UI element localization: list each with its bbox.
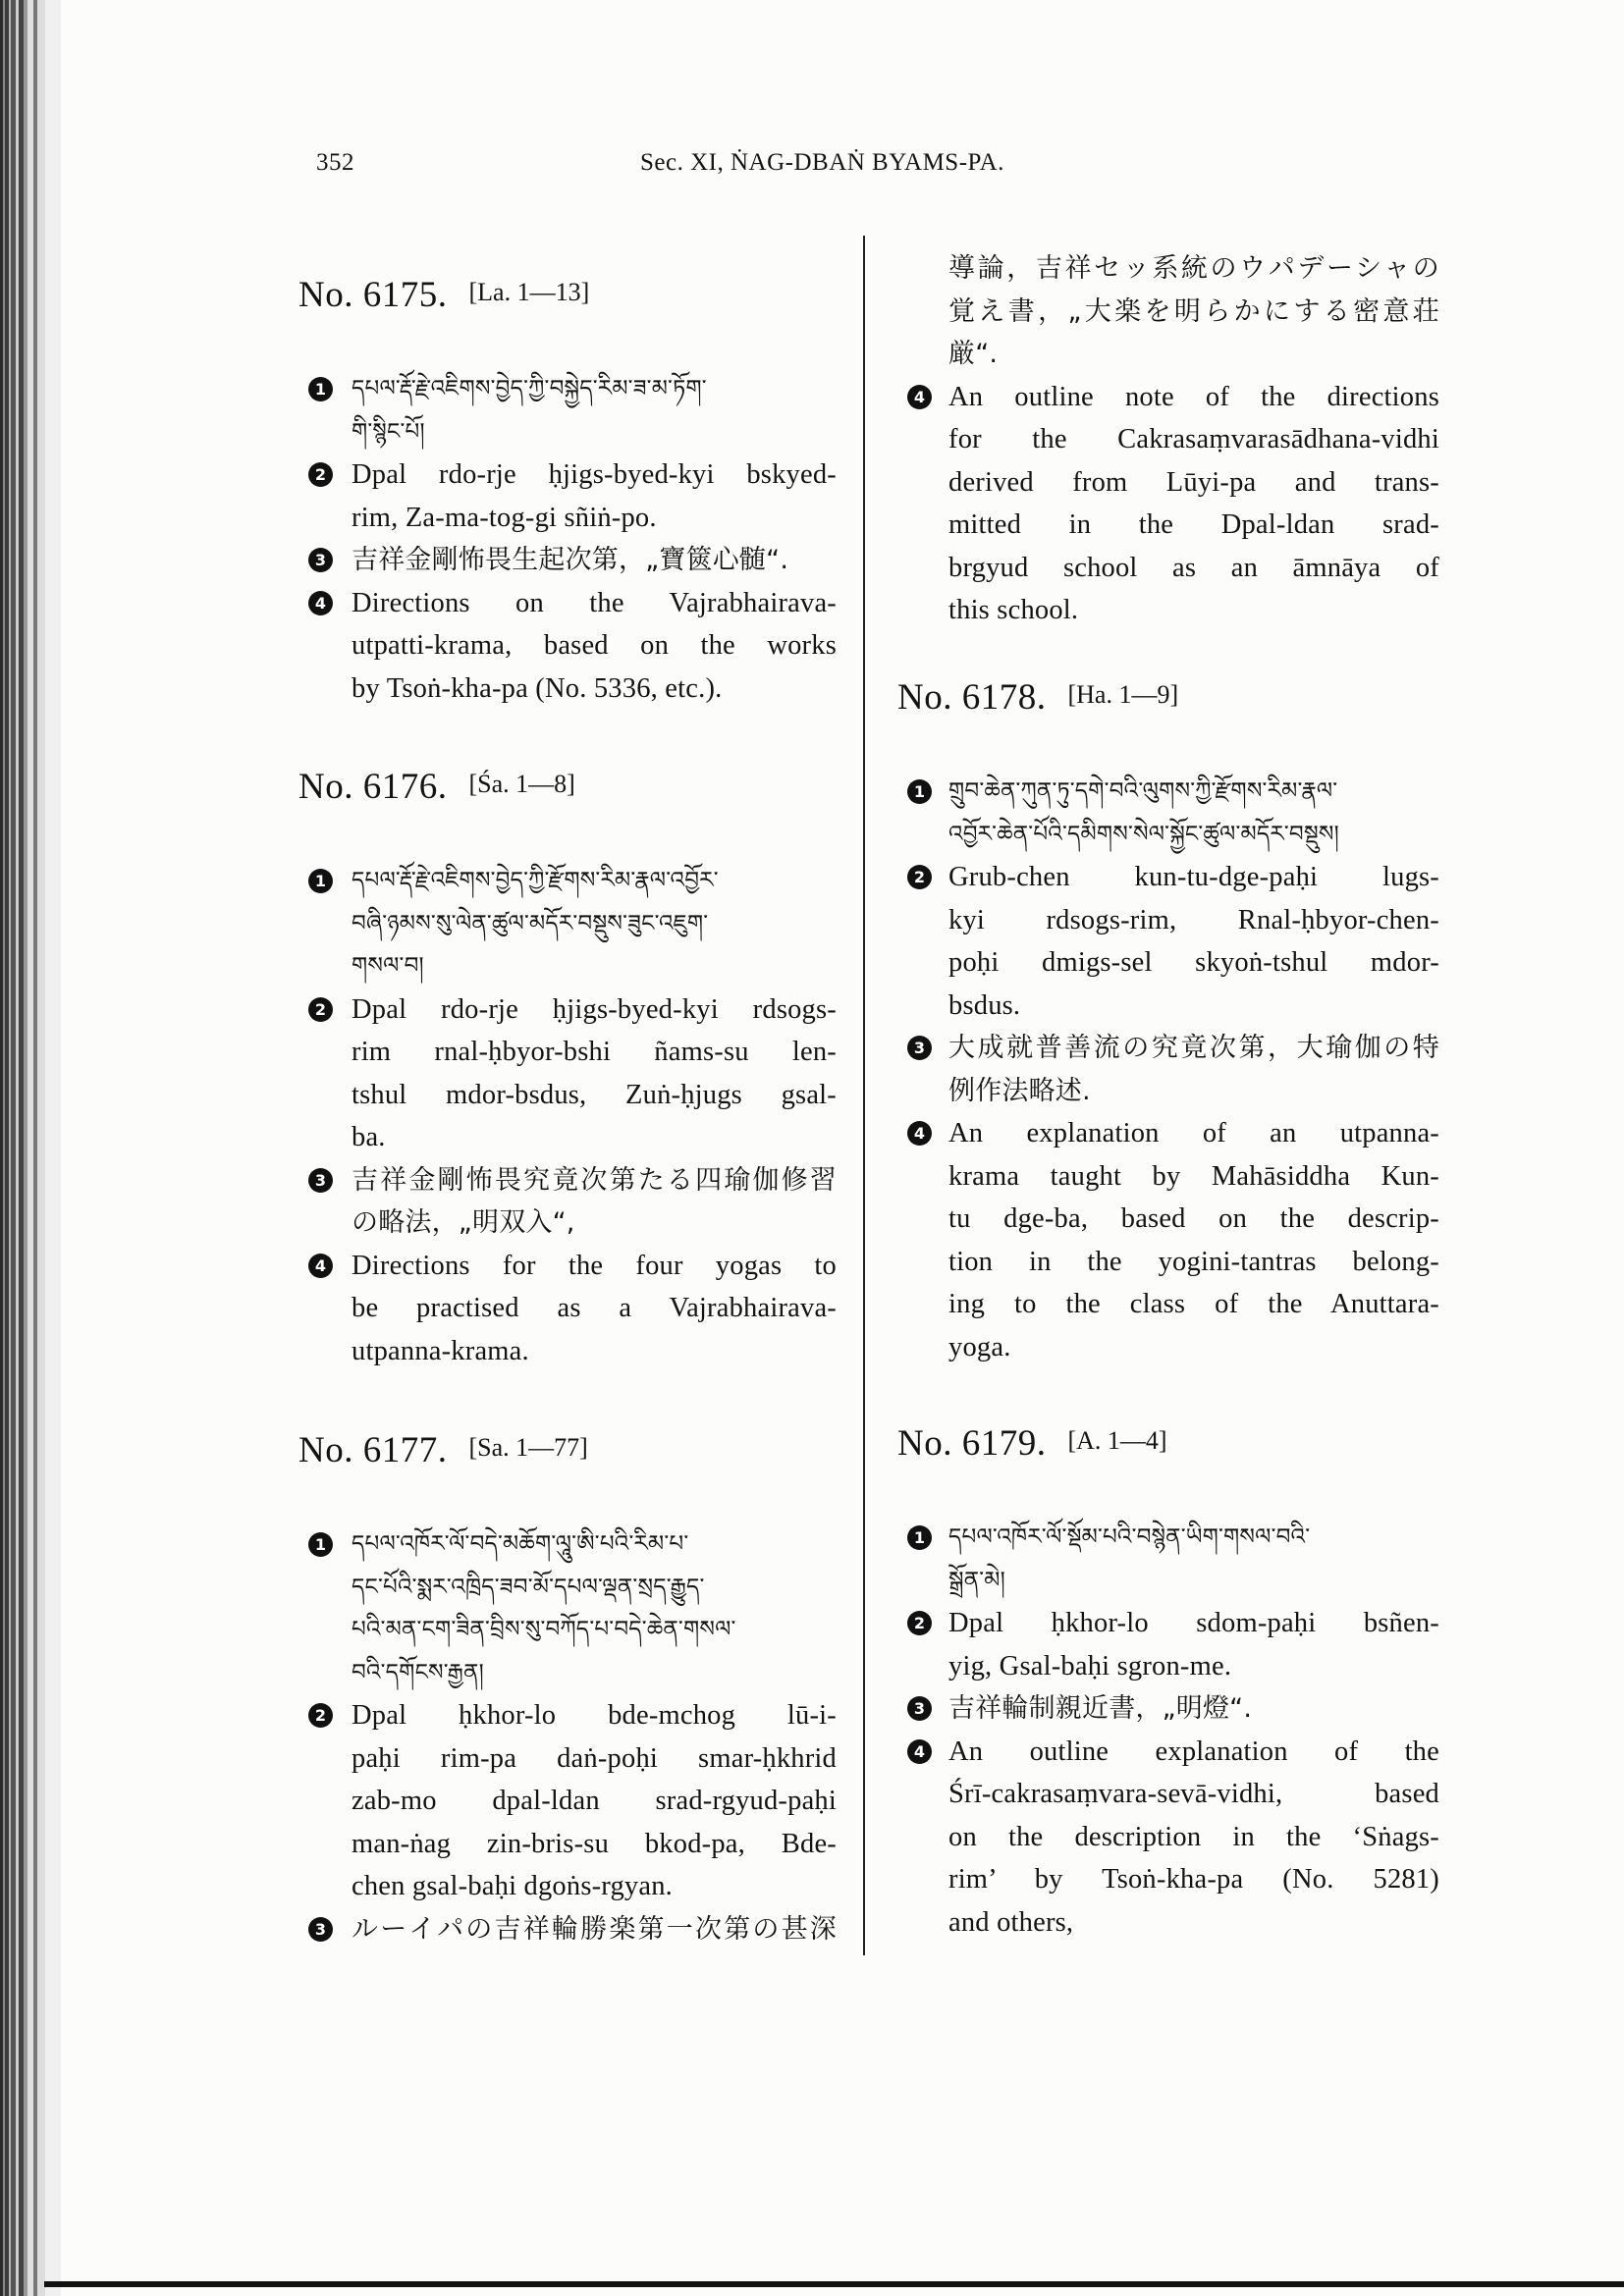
- text-line: An outline note of the directions: [948, 381, 1439, 412]
- japanese-title-line: の略法，„明双入“,: [352, 1207, 575, 1238]
- entry-item: [298, 1908, 837, 1951]
- japanese-title-line: 覚え書，„大楽を明らかにする密意荘: [948, 295, 1439, 327]
- entry-item: [897, 1602, 1439, 1687]
- text-line: rim, Za-ma-tog-gi sñiṅ-po.: [352, 502, 657, 533]
- entry-reference: [Sa. 1—77]: [468, 1433, 588, 1462]
- catalogue-entry: [897, 1422, 1439, 1944]
- text-line: rim’ by Tsoṅ-kha-pa (No. 5281): [948, 1864, 1439, 1895]
- entry-number: No. 6179.: [897, 1423, 1047, 1464]
- text-line: kyi rdsogs-rim, Rnal-ḥbyor-chen-: [948, 904, 1439, 935]
- japanese-title-line: 厳“.: [948, 339, 999, 369]
- entry-item: [897, 247, 1439, 376]
- entry-item: [897, 1027, 1439, 1112]
- entry-continuation: [897, 247, 1439, 632]
- tibetan-title-line: གྲུབ་ཆེན་ཀུན་ཏུ་དགེ་བའི་ལུགས་ཀྱི་རྫོགས་རིམ་རྣལ་: [948, 778, 1338, 804]
- text-line: be practised as a Vajrabhairava-: [352, 1293, 837, 1323]
- catalogue-entry: [298, 766, 837, 1372]
- tibetan-title-line: དཔལ་འཁོར་ལོ་སྡོམ་པའི་བསྙེན་ཡིག་གསལ་བའི་: [948, 1524, 1311, 1550]
- text-line: mitted in the Dpal-ldan srad-: [948, 509, 1439, 540]
- entry-number: No. 6177.: [298, 1430, 448, 1470]
- entry-item: [298, 1245, 837, 1373]
- item-number-badge: 4: [907, 385, 932, 409]
- item-number-badge: 2: [308, 1703, 333, 1728]
- text-line: rim rnal-ḥbyor-bshi ñams-su len-: [352, 1037, 837, 1067]
- entry-number: No. 6176.: [298, 767, 448, 807]
- item-number-badge: 3: [308, 1917, 333, 1942]
- tibetan-title-line: དཔལ་འཁོར་ལོ་བདེ་མཆོག་ལཱུ་ཨི་པའི་རིམ་པ་: [352, 1531, 689, 1557]
- japanese-title-line: ルーイパの吉祥輪勝楽第一次第の甚深: [352, 1913, 837, 1945]
- entry-item: [897, 1687, 1439, 1731]
- japanese-title-line: 導論，吉祥セッ系統のウパデーシャの: [948, 253, 1439, 284]
- entry-item: [298, 454, 837, 539]
- text-line: Directions for the four yogas to: [352, 1250, 837, 1281]
- text-line: Śrī-cakrasaṃvara-sevā-vidhi, based: [948, 1779, 1439, 1809]
- japanese-title-line: 大成就普善流の究竟次第，大瑜伽の特: [948, 1033, 1439, 1063]
- entry-item: [298, 860, 837, 988]
- entry-item: [897, 376, 1439, 632]
- text-line: ing to the class of the Anuttara-: [948, 1289, 1439, 1319]
- catalogue-entry: [897, 676, 1439, 1368]
- item-number-badge: 2: [308, 462, 333, 487]
- entry-reference: [La. 1—13]: [468, 278, 590, 306]
- entry-item: [298, 1523, 837, 1694]
- item-number-badge: 1: [308, 377, 333, 401]
- text-line: tion in the yogini-tantras belong-: [948, 1246, 1439, 1277]
- entry-item: [298, 582, 837, 711]
- scan-edge: [0, 0, 61, 2296]
- tibetan-title-line: བའི་དགོངས་རྒྱན།: [352, 1659, 484, 1685]
- entry-heading: [298, 274, 837, 317]
- item-number-badge: 3: [907, 1696, 932, 1721]
- text-line: An outline explanation of the: [948, 1735, 1439, 1767]
- text-line: and others,: [948, 1906, 1074, 1938]
- text-line: derived from Lūyi-pa and trans-: [948, 466, 1439, 498]
- item-number-badge: 2: [907, 865, 932, 889]
- text-line: tu dge-ba, based on the descrip-: [948, 1203, 1439, 1234]
- tibetan-title-line: དཔལ་རྡོ་རྗེ་འཇིགས་བྱེད་ཀྱི་རྫོགས་རིམ་རྣལ་འབྱོར་: [352, 868, 719, 893]
- entry-item: [298, 1159, 837, 1245]
- entry-number: No. 6178.: [897, 677, 1047, 718]
- text-line: paḥi rim-pa daṅ-poḥi smar-ḥkhrid: [352, 1742, 837, 1774]
- running-title: Sec. XI, ṄAG-DBAṄ BYAMS-PA.: [640, 149, 1004, 176]
- entry-reference: [A. 1—4]: [1067, 1426, 1167, 1455]
- entry-heading: [897, 1422, 1439, 1466]
- entry-reference: [Śa. 1—8]: [468, 770, 575, 798]
- page-number: 352: [316, 149, 354, 176]
- text-line: zab-mo dpal-ldan srad-rgyud-paḥi: [352, 1786, 837, 1816]
- item-number-badge: 1: [308, 1532, 333, 1557]
- item-number-badge: 1: [907, 1525, 932, 1550]
- text-line: Dpal rdo-rje ḥjigs-byed-kyi rdsogs-: [352, 993, 837, 1025]
- entry-item: [298, 539, 837, 582]
- tibetan-title-line: སྒྲོན་མེ།: [948, 1567, 1005, 1593]
- tibetan-title-line: དང་པོའི་སྨར་འཁྲིད་ཟབ་མོ་དཔལ་ལྡན་སྲད་རྒྱུད་: [352, 1574, 705, 1600]
- text-line: Grub-chen kun-tu-dge-paḥi lugs-: [948, 862, 1439, 892]
- text-line: Dpal ḥkhor-lo sdom-paḥi bsñen-: [948, 1608, 1439, 1638]
- entry-item: [298, 988, 837, 1159]
- text-line: this school.: [948, 595, 1079, 625]
- text-line: by Tsoṅ-kha-pa (No. 5336, etc.).: [352, 672, 723, 704]
- entry-number: No. 6175.: [298, 275, 448, 315]
- item-number-badge: 3: [907, 1036, 932, 1060]
- entry-item: [897, 1731, 1439, 1945]
- entry-item: [897, 856, 1439, 1027]
- japanese-title-line: 例作法略述.: [948, 1075, 1091, 1106]
- item-number-badge: 2: [308, 997, 333, 1022]
- item-number-badge: 4: [907, 1739, 932, 1764]
- entry-item: [298, 368, 837, 454]
- tibetan-title-line: པའི་མན་ངག་ཟིན་བྲིས་སུ་བཀོད་པ་བདེ་ཆེན་གསལ་: [352, 1617, 736, 1642]
- entry-heading: [897, 676, 1439, 720]
- tibetan-title-line: བཞི་ཉམས་སུ་ལེན་ཚུལ་མདོར་བསྡུས་ཟུང་འཇུག་: [352, 910, 709, 936]
- entry-reference: [Ha. 1—9]: [1067, 680, 1179, 709]
- text-line: yig, Gsal-baḥi sgron-me.: [948, 1650, 1232, 1682]
- text-line: krama taught by Mahāsiddha Kun-: [948, 1160, 1439, 1192]
- tibetan-title-line: གི་སྙིང་པོ།: [352, 418, 425, 445]
- tibetan-title-line: དཔལ་རྡོ་རྗེ་འཇིགས་བྱེད་ཀྱི་བསྐྱེད་རིམ་ཟ་མ་ཏོག་: [352, 376, 707, 401]
- entry-heading: [298, 766, 837, 809]
- item-number-badge: 4: [308, 591, 333, 615]
- text-line: for the Cakrasaṃvarasādhana-vidhi: [948, 424, 1439, 454]
- entry-item: [897, 1112, 1439, 1368]
- item-number-badge: 1: [907, 779, 932, 804]
- item-number-badge: 2: [907, 1611, 932, 1635]
- text-line: utpanna-krama.: [352, 1335, 529, 1366]
- text-line: chen gsal-baḥi dgoṅs-rgyan.: [352, 1871, 673, 1901]
- text-line: Directions on the Vajrabhairava-: [352, 587, 837, 618]
- item-number-badge: 3: [308, 548, 333, 572]
- text-line: man-ṅag zin-bris-su bkod-pa, Bde-: [352, 1828, 837, 1859]
- text-line: Dpal rdo-rje ḥjigs-byed-kyi bskyed-: [352, 459, 837, 490]
- item-number-badge: 3: [308, 1168, 333, 1193]
- tibetan-title-line: འབྱོར་ཆེན་པོའི་དམིགས་སེལ་སྐྱོང་ཚུལ་མདོར་བསྡུས།: [948, 821, 1339, 847]
- tibetan-title-line: གསལ་བ།: [352, 953, 424, 979]
- text-line: yoga.: [948, 1331, 1011, 1362]
- column-divider: [863, 236, 865, 1955]
- text-line: utpatti-krama, based on the works: [352, 630, 837, 661]
- bottom-rule: [44, 2281, 1624, 2287]
- entry-item: [897, 771, 1439, 856]
- text-line: bsdus.: [948, 989, 1021, 1021]
- japanese-title-line: 吉祥輪制親近書，„明燈“.: [948, 1693, 1253, 1724]
- entry-item: [298, 1694, 837, 1908]
- item-number-badge: 4: [907, 1121, 932, 1146]
- japanese-title-line: 吉祥金剛怖畏生起次第，„寶篋心髄“.: [352, 545, 789, 575]
- entry-heading: [298, 1429, 837, 1472]
- text-line: on the description in the ‘Sṅags-: [948, 1821, 1439, 1852]
- item-number-badge: 1: [308, 869, 333, 893]
- text-line: tshul mdor-bsdus, Zuṅ-ḥjugs gsal-: [352, 1079, 837, 1110]
- text-line: poḥi dmigs-sel skyoṅ-tshul mdor-: [948, 947, 1439, 978]
- catalogue-entry: [298, 1429, 837, 1950]
- text-line: ba.: [352, 1122, 386, 1152]
- japanese-title-line: 吉祥金剛怖畏究竟次第たる四瑜伽修習: [352, 1164, 837, 1196]
- text-line: An explanation of an utpanna-: [948, 1118, 1439, 1148]
- catalogue-entry: [298, 274, 837, 710]
- entry-item: [897, 1517, 1439, 1602]
- item-number-badge: 4: [308, 1254, 333, 1278]
- text-line: Dpal ḥkhor-lo bde-mchog lū-i-: [352, 1700, 837, 1731]
- text-line: brgyud school as an āmnāya of: [948, 552, 1439, 583]
